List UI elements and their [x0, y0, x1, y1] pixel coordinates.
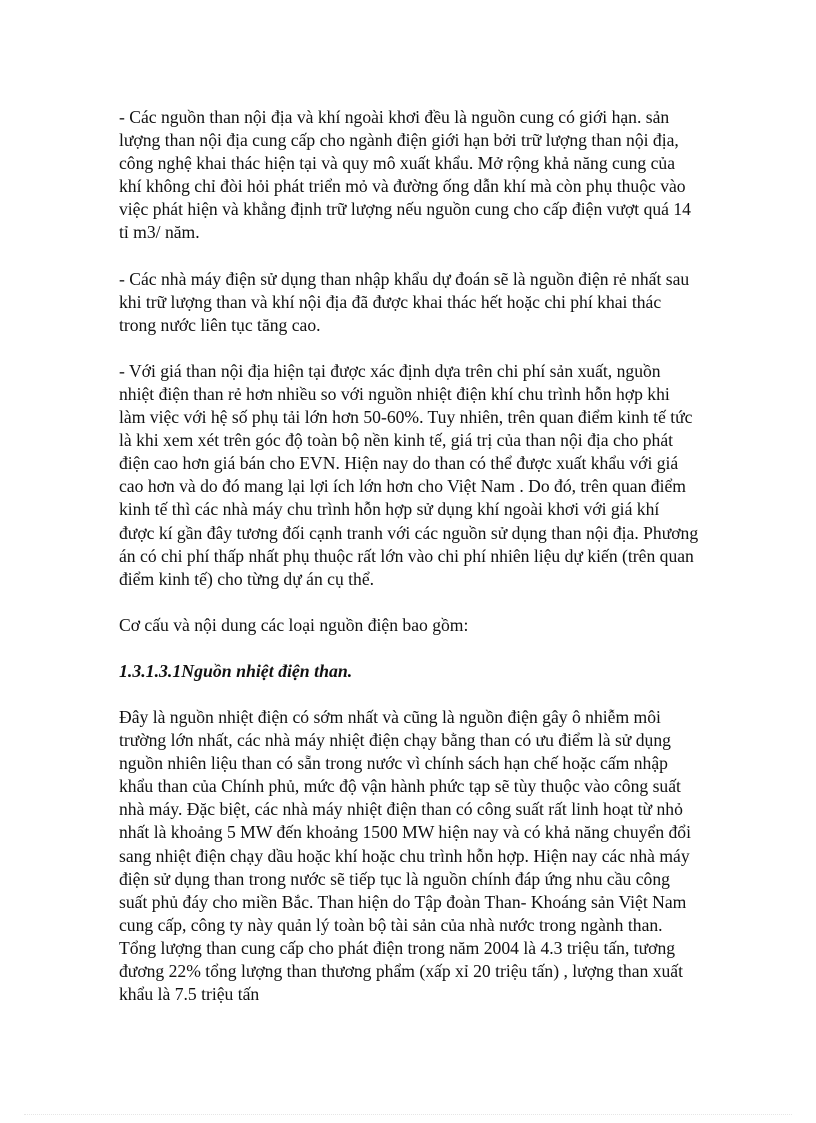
paragraph-domestic-coal-price: - Với giá than nội địa hiện tại được xác định dựa trên chi phí sản xuất, nguồn nhiệt điện than rẻ hơn nhiều so với nguồn nhiệt điện khí chu trình hỗn hợp khi làm việc với hệ số phụ tải lớn hơn 50-60%. Tuy nhiên, trên quan điểm kinh tế tức là khi xem xét trên góc độ toàn bộ nền kinh tế, giá trị của than nội địa cho phát điện cao hơn giá bán cho EVN. Hiện nay do than có thể được xuất khẩu với giá cao hơn và do đó mang lại lợi ích lớn hơn cho Việt Nam . Do đó, trên quan điểm kinh tế thì các nhà máy chu trình hỗn hợp sử dụng khí ngoài khơi với giá khí được kí gần đây tương đối cạnh tranh với các nguồn sử dụng than nội địa. Phương án có chi phí thấp nhất phụ thuộc rất lớn vào chi phí nhiên liệu dự kiến (trên quan điểm kinh tế) cho từng dự án cụ thể.	[119, 360, 699, 589]
document-body	[119, 106, 699, 1029]
paragraph-coal-thermal-body: Đây là nguồn nhiệt điện có sớm nhất và cũng là nguồn điện gây ô nhiễm môi trường lớn nhất, các nhà máy nhiệt điện chạy bằng than có ưu điểm là sử dụng nguồn nhiên liệu than có sẵn trong nước vì chính sách hạn chế hoặc cấm nhập khẩu than của Chính phủ, mức độ vận hành phức tạp sẽ tùy thuộc vào công suất nhà máy. Đặc biệt, các nhà máy nhiệt điện than có công suất rất linh hoạt từ nhỏ nhất là khoảng 5 MW đến khoảng 1500 MW hiện nay và có khả năng chuyển đổi sang nhiệt điện chạy dầu hoặc khí hoặc chu trình hỗn hợp. Hiện nay các nhà máy điện sử dụng than trong nước sẽ tiếp tục là nguồn chính đáp ứng nhu cầu công suất phủ đáy cho miền Bắc. Than hiện do Tập đoàn Than- Khoáng sản Việt Nam cung cấp, công ty này quản lý toàn bộ tài sản của nhà nước trong ngành than. Tổng lượng than cung cấp cho phát điện trong năm 2004 là 4.3 triệu tấn, tương đương 22% tổng lượng than thương phẩm (xấp xỉ 20 triệu tấn) , lượng than xuất khẩu là 7.5 triệu tấn	[119, 706, 691, 1005]
section-heading-coal-thermal: 1.3.1.3.1Nguồn nhiệt điện than.	[119, 660, 353, 681]
page-bottom-divider	[24, 1114, 792, 1115]
paragraph-structure-intro: Cơ cấu và nội dung các loại nguồn điện bao gồm:	[119, 614, 469, 635]
paragraph-imported-coal: - Các nhà máy điện sử dụng than nhập khẩu dự đoán sẽ là nguồn điện rẻ nhất sau khi trữ lượng than và khí nội địa đã được khai thác hết hoặc chi phí khai thác trong nước liên tục tăng cao.	[119, 268, 690, 335]
paragraph-limited-supply: - Các nguồn than nội địa và khí ngoài khơi đều là nguồn cung có giới hạn. sản lượng than nội địa cung cấp cho ngành điện giới hạn bởi trữ lượng than nội địa, công nghệ khai thác hiện tại và quy mô xuất khẩu. Mở rộng khả năng cung của khí không chỉ đòi hỏi phát triển mỏ và đường ống dẫn khí mà còn phụ thuộc vào việc phát hiện và khẳng định trữ lượng nếu nguồn cung cho cấp điện vượt quá 14 tỉ m3/ năm.	[119, 107, 691, 243]
